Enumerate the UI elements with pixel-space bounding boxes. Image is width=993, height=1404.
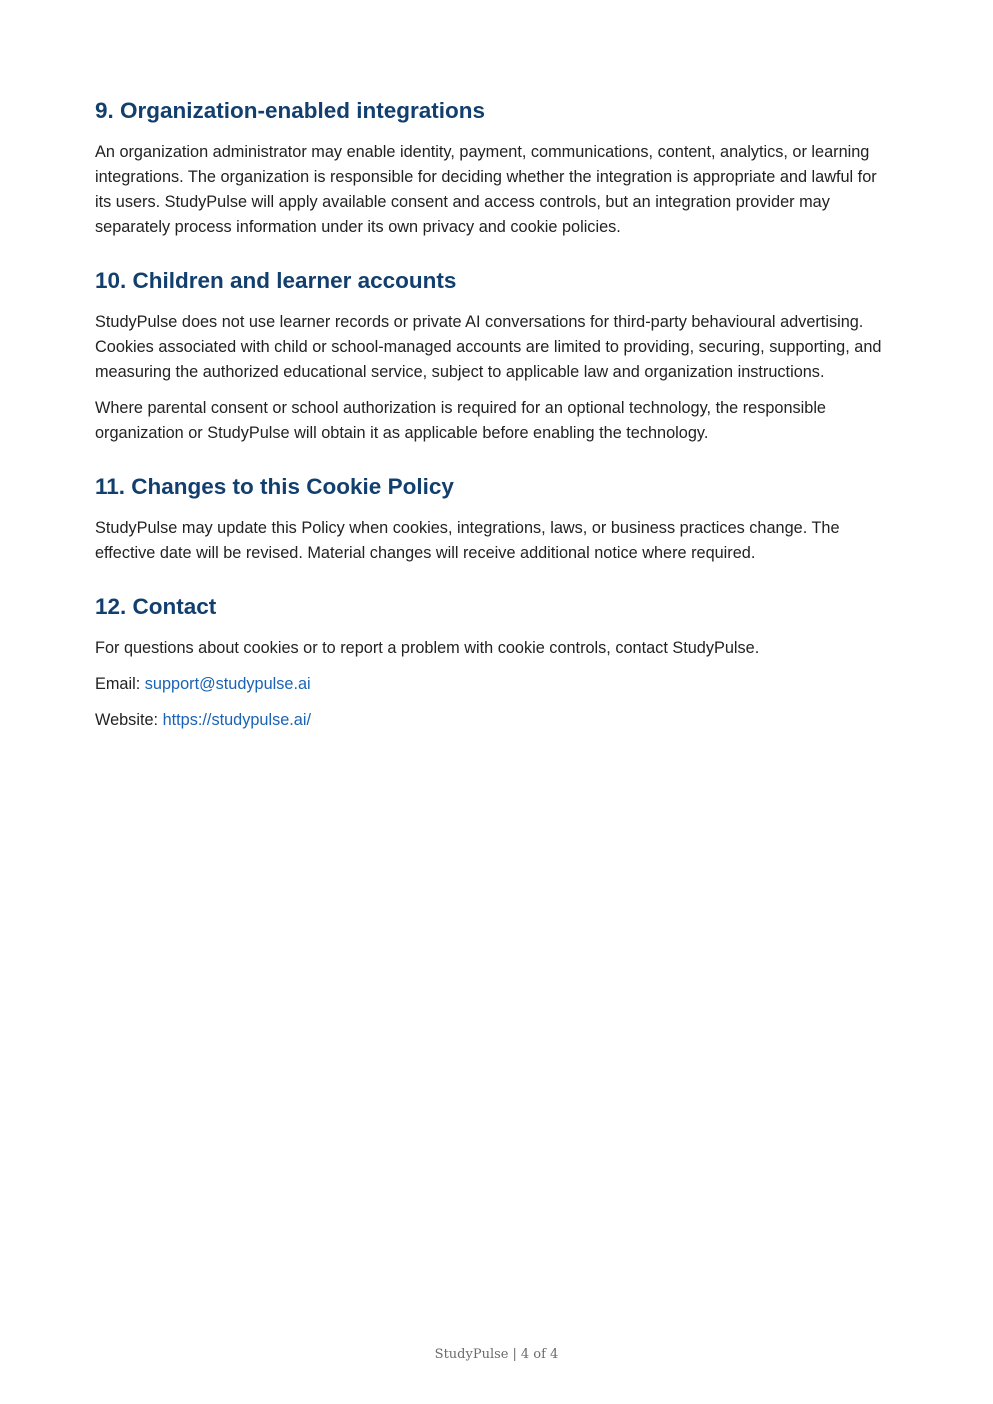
section-paragraph: An organization administrator may enable identity, payment, communications, content, analytics, or learning integrations. The organization is responsible for deciding whether the integration is appropriate and lawful for its users. StudyPulse will apply available consent and access controls, but an integration provider may separately process information under its own privacy and cookie policies. <box>95 143 877 236</box>
section-heading: 10. Children and learner accounts <box>95 268 457 293</box>
section-heading: 12. Contact <box>95 594 217 619</box>
website-link[interactable]: https://studypulse.ai/ <box>162 711 312 729</box>
email-label: Email: <box>95 675 141 693</box>
section-organization-integrations <box>95 96 895 240</box>
section-children-learner-accounts <box>95 266 895 446</box>
document-page <box>95 96 895 759</box>
page-footer <box>0 1347 993 1362</box>
email-line <box>95 672 895 697</box>
section-contact <box>95 592 895 733</box>
email-link[interactable]: support@studypulse.ai <box>144 675 311 693</box>
website-label: Website: <box>95 711 159 729</box>
section-heading: 9. Organization-enabled integrations <box>95 98 486 123</box>
section-paragraph: StudyPulse may update this Policy when cookies, integrations, laws, or business practices change. The effective date will be revised. Material changes will receive additional notice where required. <box>95 519 840 562</box>
footer-page-number: 4 of 4 <box>520 1347 559 1362</box>
section-heading: 11. Changes to this Cookie Policy <box>95 474 454 499</box>
section-paragraph: StudyPulse does not use learner records or private AI conversations for third-party behavioural advertising. Cookies associated with child or school-managed accounts are limited to providing, securing, supporting, and measuring the authorized educational service, subject to applicable law and organization instructions. <box>95 313 882 381</box>
website-line <box>95 708 895 733</box>
section-paragraph: Where parental consent or school authorization is required for an optional technology, the responsible organization or StudyPulse will obtain it as applicable before enabling the technology. <box>95 399 826 442</box>
section-paragraph: For questions about cookies or to report a problem with cookie controls, contact StudyPulse. <box>95 639 760 657</box>
section-policy-changes <box>95 472 895 566</box>
footer-brand: StudyPulse <box>434 1347 509 1362</box>
footer-separator: | <box>512 1347 517 1362</box>
